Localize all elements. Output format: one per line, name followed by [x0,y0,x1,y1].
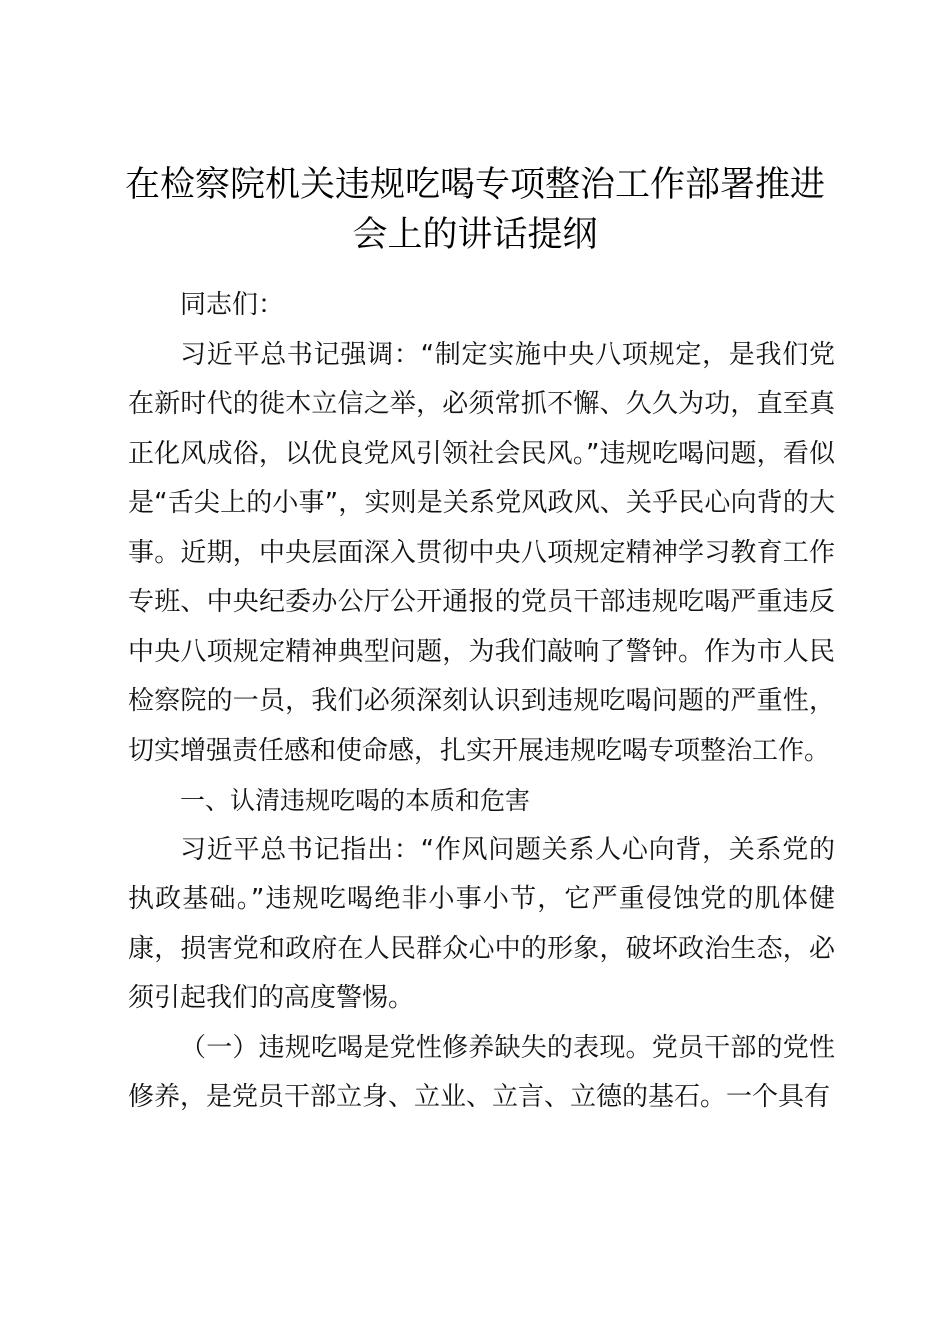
section-heading-1: 一、认清违规吃喝的本质和危害 [180,786,531,815]
document-title [100,160,850,260]
paragraph-subsection-1: （一）违规吃喝是党性修养缺失的表现。党员干部的党性修养，是党员干部立身、立业、立言、立德的基石。一个具有 [128,1032,835,1112]
title-line-2: 会上的讲话提纲 [352,215,598,255]
salutation: 同志们： [180,290,285,320]
paragraph-section-1: 习近平总书记指出：“作风问题关系人心向背，关系党的执政基础。”违规吃喝绝非小事小节，它严重侵蚀党的肌体健康，损害党和政府在人民群众心中的形象，破坏政治生态，必须引起我们的高度警惕。 [128,834,835,1013]
document-body [128,281,835,1123]
title-line-1: 在检察院机关违规吃喝专项整治工作部署推进 [124,165,825,205]
paragraph-intro: 习近平总书记强调：“制定实施中央八项规定，是我们党在新时代的徙木立信之举，必须常抓不懈、久久为功，直至真正化风成俗，以优良党风引领社会民风。”违规吃喝问题，看似是“舌尖上的小事”，实则是关系党风政风、关乎民心向背的大事。近期，中央层面深入贯彻中央八项规定精神学习教育工作专班、中央纪委办公厅公开通报的党员干部违规吃喝严重违反中央八项规定精神典型问题，为我们敲响了警钟。作为市人民检察院的一员，我们必须深刻认识到违规吃喝问题的严重性，切实增强责任感和使命感，扎实开展违规吃喝专项整治工作。 [128,339,835,766]
